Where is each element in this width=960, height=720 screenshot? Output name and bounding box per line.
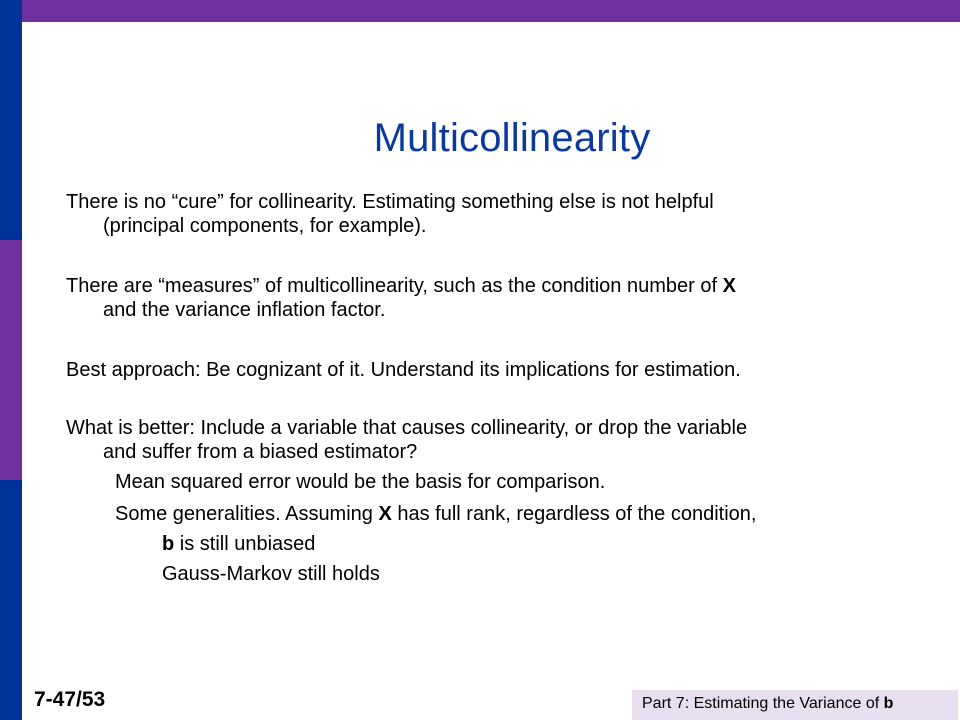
slide-body	[66, 190, 936, 586]
paragraph-cure-line-2: (principal components, for example).	[103, 215, 427, 237]
stripe-segment-purple	[0, 240, 22, 480]
slide-number: 7-47/53	[34, 688, 106, 711]
footer-label	[632, 690, 958, 720]
footer-bold-b: b	[883, 695, 894, 712]
paragraph-best-approach-line: Best approach: Be cognizant of it. Understand its implications for estimation.	[66, 359, 741, 381]
top-accent-bar	[0, 0, 960, 22]
spacer	[66, 238, 936, 274]
paragraph-measures	[66, 274, 936, 322]
paragraph-best-approach	[66, 358, 936, 382]
generalities-text-pre: Some generalities. Assuming	[115, 503, 379, 525]
footer-text: Part 7: Estimating the Variance of	[642, 695, 884, 712]
generalities-text-post: has full rank, regardless of the condition,	[391, 503, 757, 525]
paragraph-measures-line-1	[66, 274, 936, 298]
paragraph-what-is-better-line-1: What is better: Include a variable that causes collinearity, or drop the variable	[66, 417, 748, 439]
paragraph-cure-line-1: There is no “cure” for collinearity. Estimating something else is not helpful	[66, 191, 714, 213]
paragraph-cure	[66, 190, 936, 238]
left-accent-stripe	[0, 0, 22, 720]
slide-title: Multicollinearity	[373, 116, 651, 160]
spacer	[66, 322, 936, 358]
matrix-x-bold: X	[378, 503, 392, 525]
unbiased-text: is still unbiased	[174, 533, 316, 555]
measures-text: There are “measures” of multicollinearity, such as the condition number of	[66, 275, 723, 297]
paragraph-measures-line-2: and the variance inflation factor.	[103, 299, 386, 321]
sub-sub-point-gauss-markov: Gauss-Markov still holds	[162, 563, 380, 585]
spacer	[66, 382, 936, 416]
paragraph-what-is-better	[66, 416, 936, 464]
sub-point-mse: Mean squared error would be the basis for comparison.	[115, 471, 606, 493]
sub-sub-point-unbiased	[66, 532, 936, 556]
matrix-x-bold: X	[722, 275, 736, 297]
vector-b-bold: b	[162, 533, 175, 555]
paragraph-what-is-better-line-2: and suffer from a biased estimator?	[103, 441, 418, 463]
stripe-segment-blue-bottom	[0, 480, 22, 720]
sub-point-generalities	[66, 502, 936, 526]
